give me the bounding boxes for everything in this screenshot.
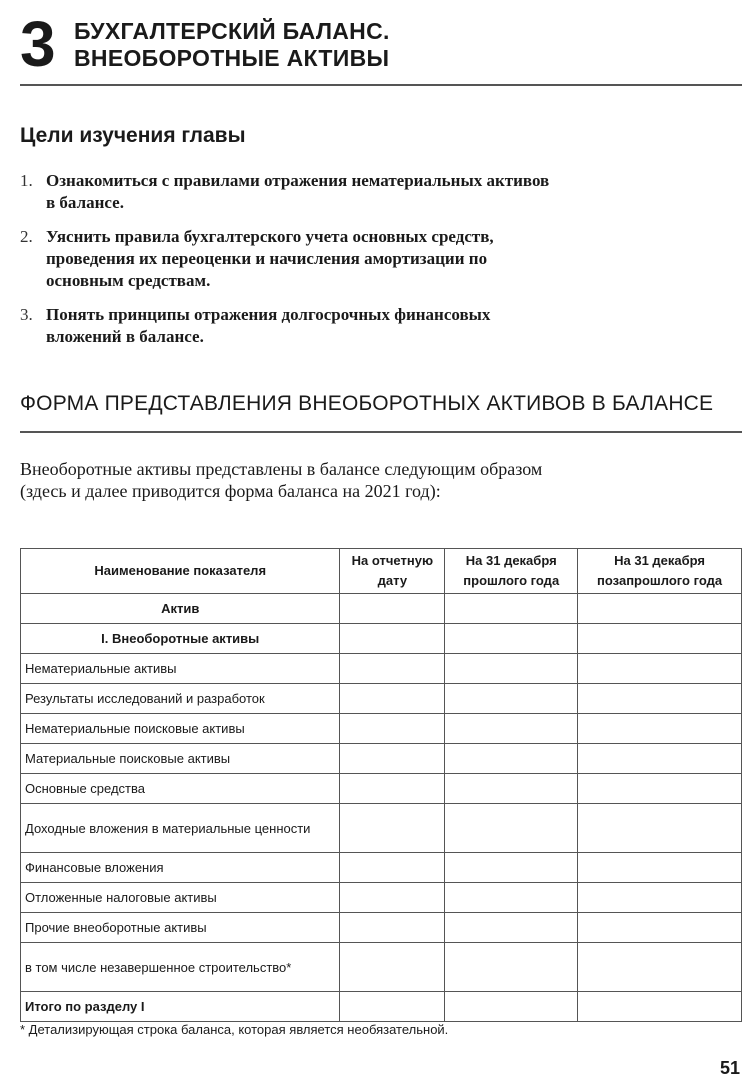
row-label: Отложенные налоговые активы	[21, 883, 340, 913]
section-divider	[20, 431, 742, 433]
row-label: Нематериальные активы	[21, 654, 340, 684]
chapter-title	[74, 18, 390, 72]
row-label: Основные средства	[21, 774, 340, 804]
value-cell	[445, 744, 578, 774]
table-row	[21, 714, 742, 744]
value-cell	[578, 992, 742, 1022]
goal-item	[20, 226, 560, 292]
value-cell	[578, 774, 742, 804]
value-cell	[578, 684, 742, 714]
value-cell	[445, 774, 578, 804]
row-label: Доходные вложения в материальные ценности	[21, 804, 340, 853]
goal-number: 3.	[20, 305, 33, 324]
value-cell	[445, 992, 578, 1022]
header-reporting-date: На отчетную дату	[340, 549, 445, 594]
value-cell	[578, 804, 742, 853]
value-cell	[578, 744, 742, 774]
row-label: Результаты исследований и разработок	[21, 684, 340, 714]
table-row	[21, 943, 742, 992]
page-number: 51	[719, 1058, 740, 1078]
value-cell	[578, 913, 742, 943]
value-cell	[340, 684, 445, 714]
goal-number: 1.	[20, 171, 33, 190]
value-cell	[578, 624, 742, 654]
value-cell	[340, 804, 445, 853]
value-cell	[578, 853, 742, 883]
value-cell	[340, 992, 445, 1022]
intro-paragraph: Внеоборотные активы представлены в балансе следующим образом (здесь и далее приводится форма баланса на 2021 год):	[20, 459, 543, 501]
row-label: Прочие внеоборотные активы	[21, 913, 340, 943]
table-row	[21, 744, 742, 774]
table-row	[21, 804, 742, 853]
table-row	[21, 883, 742, 913]
row-label: Актив	[21, 594, 340, 624]
goal-text: Уяснить правила бухгалтерского учета основных средств, проведения их переоценки и начисления амортизации по основным средствам.	[46, 227, 494, 290]
value-cell	[445, 714, 578, 744]
table-header-row	[21, 549, 742, 594]
value-cell	[578, 714, 742, 744]
goal-text: Ознакомиться с правилами отражения нематериальных активов в балансе.	[46, 171, 550, 212]
balance-table	[20, 548, 742, 1022]
footnote: * Детализирующая строка баланса, которая является необязательной.	[20, 1022, 449, 1037]
value-cell	[445, 624, 578, 654]
header-divider	[20, 84, 742, 86]
table-row	[21, 654, 742, 684]
header-prev-year: На 31 декабря прошлого года	[445, 549, 578, 594]
table-row-total	[21, 992, 742, 1022]
goal-item	[20, 170, 560, 214]
value-cell	[340, 943, 445, 992]
table-row	[21, 913, 742, 943]
value-cell	[340, 883, 445, 913]
section-heading: ФОРМА ПРЕДСТАВЛЕНИЯ ВНЕОБОРОТНЫХ АКТИВОВ В БАЛАНСЕ	[20, 392, 714, 415]
value-cell	[445, 684, 578, 714]
goal-number: 2.	[20, 227, 33, 246]
table-row	[21, 853, 742, 883]
row-label: Финансовые вложения	[21, 853, 340, 883]
value-cell	[445, 594, 578, 624]
value-cell	[340, 654, 445, 684]
chapter-title-line-2: ВНЕОБОРОТНЫЕ АКТИВЫ	[74, 45, 390, 71]
chapter-number: 3	[20, 8, 56, 80]
table-row	[21, 684, 742, 714]
goals-list	[20, 170, 560, 360]
value-cell	[340, 624, 445, 654]
value-cell	[445, 654, 578, 684]
value-cell	[340, 594, 445, 624]
value-cell	[445, 853, 578, 883]
goal-text: Понять принципы отражения долгосрочных финансовых вложений в балансе.	[46, 305, 491, 346]
chapter-title-line-1: БУХГАЛТЕРСКИЙ БАЛАНС.	[74, 18, 390, 44]
value-cell	[340, 774, 445, 804]
value-cell	[445, 804, 578, 853]
goal-item	[20, 304, 560, 348]
value-cell	[578, 594, 742, 624]
value-cell	[445, 883, 578, 913]
value-cell	[578, 943, 742, 992]
row-label: Материальные поисковые активы	[21, 744, 340, 774]
value-cell	[340, 853, 445, 883]
value-cell	[340, 913, 445, 943]
row-label: Итого по разделу I	[21, 992, 340, 1022]
row-label: в том числе незавершенное строительство*	[21, 943, 340, 992]
table-row	[21, 774, 742, 804]
row-label: Нематериальные поисковые активы	[21, 714, 340, 744]
goals-heading: Цели изучения главы	[20, 124, 246, 147]
value-cell	[340, 714, 445, 744]
value-cell	[578, 654, 742, 684]
header-prev-prev-year: На 31 декабря позапрошлого года	[578, 549, 742, 594]
value-cell	[578, 883, 742, 913]
value-cell	[340, 744, 445, 774]
table-row	[21, 594, 742, 624]
table-row	[21, 624, 742, 654]
value-cell	[445, 943, 578, 992]
row-label: I. Внеоборотные активы	[21, 624, 340, 654]
header-indicator-name: Наименование показателя	[21, 549, 340, 594]
value-cell	[445, 913, 578, 943]
